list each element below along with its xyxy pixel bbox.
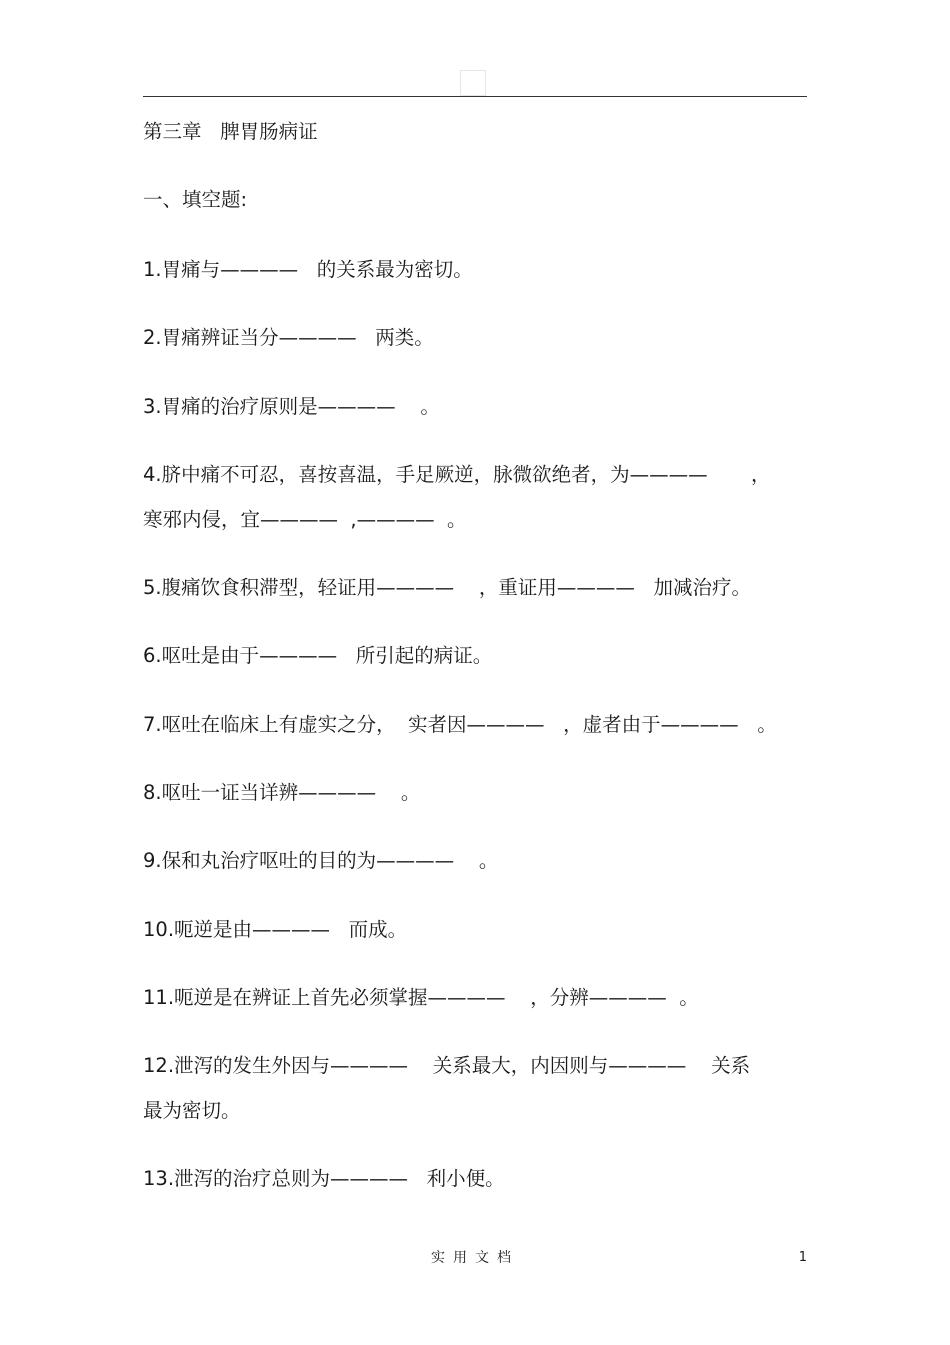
- question-7: 7.呕吐在临床上有虚实之分， 实者因———— ，虚者由于———— 。: [143, 713, 777, 736]
- footer-label: 实用文档: [431, 1250, 519, 1266]
- question-3: 3.胃痛的治疗原则是———— 。: [143, 395, 440, 418]
- question-4-line-1: 4.脐中痛不可忍，喜按喜温，手足厥逆，脉微欲绝者，为———— ，: [143, 463, 771, 486]
- question-12-line-1: 12.泄泻的发生外因与———— 关系最大，内因则与———— 关系: [143, 1054, 751, 1077]
- question-2: 2.胃痛辨证当分———— 两类。: [143, 326, 434, 349]
- question-12-line-2: 最为密切。: [143, 1099, 241, 1122]
- header-rule: [143, 96, 807, 97]
- question-6: 6.呕吐是由于———— 所引起的病证。: [143, 644, 493, 667]
- question-9: 9.保和丸治疗呕吐的目的为———— 。: [143, 849, 499, 872]
- question-10: 10.呃逆是由———— 而成。: [143, 918, 408, 941]
- header-placeholder-box: [460, 70, 486, 96]
- question-4-line-2: 寒邪内侵，宜———— ,———— 。: [143, 508, 467, 531]
- question-8: 8.呕吐一证当详辨———— 。: [143, 781, 421, 804]
- question-5: 5.腹痛饮食积滞型，轻证用———— ，重证用———— 加减治疗。: [143, 576, 751, 599]
- question-11: 11.呃逆是在辨证上首先必须掌握———— ，分辨———— 。: [143, 986, 699, 1009]
- chapter-title: 第三章 脾胃肠病证: [143, 120, 318, 143]
- question-1: 1.胃痛与———— 的关系最为密切。: [143, 258, 473, 281]
- question-13: 13.泄泻的治疗总则为———— 利小便。: [143, 1167, 505, 1190]
- section-heading: 一、填空题:: [143, 188, 248, 211]
- page-number: 1: [798, 1250, 807, 1265]
